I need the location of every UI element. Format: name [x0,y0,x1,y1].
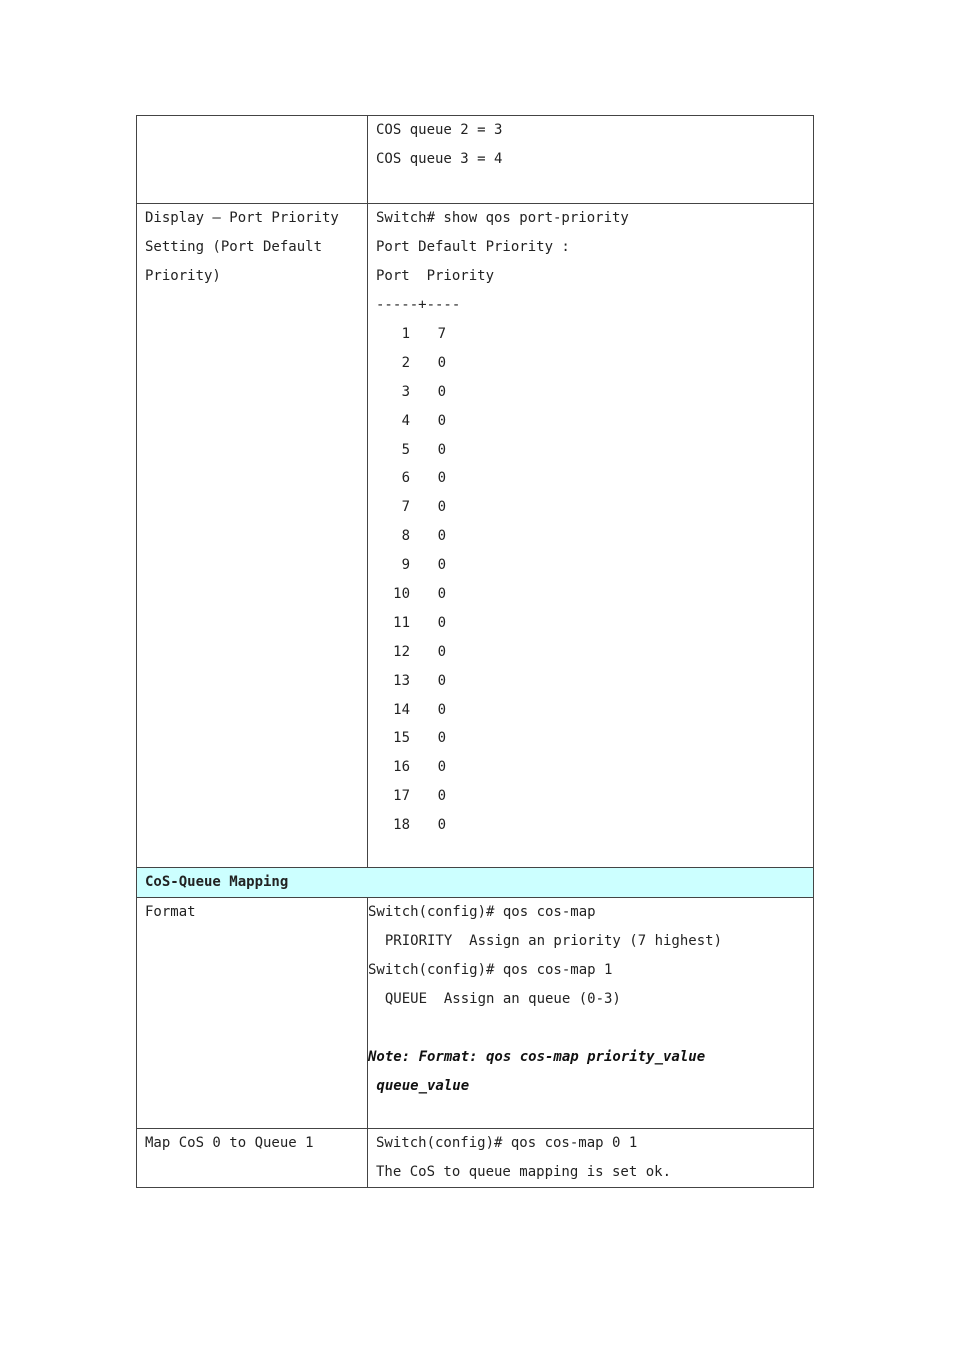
port-priority-list [376,320,813,840]
port-priority-value: 0 [437,759,446,776]
port-priority-row [376,522,813,551]
row-content-port-priority [368,204,814,868]
port-number: 17 [393,788,410,805]
format-line: PRIORITY Assign an priority (7 highest) [368,933,723,949]
port-number: 7 [401,499,410,516]
port-priority-row [376,782,813,811]
output-line: The CoS to queue mapping is set ok. [376,1164,672,1180]
port-priority-value: 0 [437,586,446,603]
port-number: 15 [393,730,410,747]
port-priority-row [376,464,813,493]
label-line: Setting (Port Default [145,239,323,255]
format-line: Switch(config)# qos cos-map 1 [368,962,613,978]
note-line: queue_value [368,1078,470,1094]
label-line: Map CoS 0 to Queue 1 [145,1135,314,1151]
port-priority-row [376,320,813,349]
port-priority-value: 0 [437,730,446,747]
row-content-format [368,898,814,1129]
table-row-cos-queue [137,116,814,204]
format-line: Switch(config)# qos cos-map [368,904,596,920]
command-line: Switch# show qos port-priority [376,210,629,226]
port-priority-value: 0 [437,614,446,631]
port-number: 10 [393,586,410,603]
port-number: 6 [401,470,410,487]
output-heading: Port Default Priority : [376,239,570,255]
label-line: Priority) [145,268,221,284]
label-line: Display – Port Priority [145,210,339,226]
port-priority-value: 0 [437,701,446,718]
port-priority-value: 0 [437,354,446,371]
port-priority-value: 0 [437,412,446,429]
format-line: QUEUE Assign an queue (0-3) [368,991,621,1007]
port-number: 5 [401,441,410,458]
port-priority-value: 7 [437,326,446,342]
port-priority-row [376,407,813,436]
port-priority-row [376,436,813,465]
port-number: 9 [401,557,410,574]
table-row-port-priority [137,204,814,868]
output-columns: Port Priority [376,268,495,284]
port-number: 8 [401,528,410,545]
port-priority-row [376,696,813,725]
section-title: CoS-Queue Mapping [137,868,814,898]
port-number: 12 [393,643,410,660]
port-number: 16 [393,759,410,776]
port-priority-value: 0 [437,470,446,487]
port-priority-row [376,753,813,782]
port-priority-value: 0 [437,528,446,545]
port-priority-value: 0 [437,643,446,660]
port-number: 4 [401,412,410,429]
row-label-map-cos [137,1129,368,1188]
port-priority-value: 0 [437,817,446,834]
section-header-cos-queue-mapping [137,868,814,898]
port-priority-value: 0 [437,441,446,458]
port-priority-value: 0 [437,383,446,400]
port-priority-row [376,811,813,840]
port-priority-row [376,493,813,522]
port-priority-row [376,580,813,609]
port-number: 1 [401,326,410,342]
port-priority-value: 0 [437,499,446,516]
table-row-format [137,898,814,1129]
port-priority-row [376,667,813,696]
cos-queue-line: COS queue 3 = 4 [376,151,503,167]
row-content-map-cos [368,1129,814,1188]
row-label-empty [137,116,368,204]
row-label-format [137,898,368,1129]
port-number: 18 [393,817,410,834]
spacer [368,1014,813,1043]
port-priority-row [376,378,813,407]
port-number: 3 [401,383,410,400]
label-line: Format [145,904,196,920]
port-priority-row [376,638,813,667]
port-number: 13 [393,672,410,689]
cos-queue-line: COS queue 2 = 3 [376,122,503,138]
port-priority-row [376,724,813,753]
command-reference-table [136,115,814,1188]
port-priority-row [376,609,813,638]
row-content-cos-queue [368,116,814,204]
row-label-port-priority [137,204,368,868]
command-line: Switch(config)# qos cos-map 0 1 [376,1135,638,1151]
note-line: Note: Format: qos cos-map priority_value [368,1049,706,1065]
port-priority-value: 0 [437,672,446,689]
port-priority-row [376,551,813,580]
port-priority-value: 0 [437,557,446,574]
output-separator: -----+---- [376,297,461,313]
port-number: 2 [401,354,410,371]
port-priority-value: 0 [437,788,446,805]
table-row-map-cos [137,1129,814,1188]
port-number: 14 [393,701,410,718]
port-number: 11 [393,614,410,631]
port-priority-row [376,349,813,378]
